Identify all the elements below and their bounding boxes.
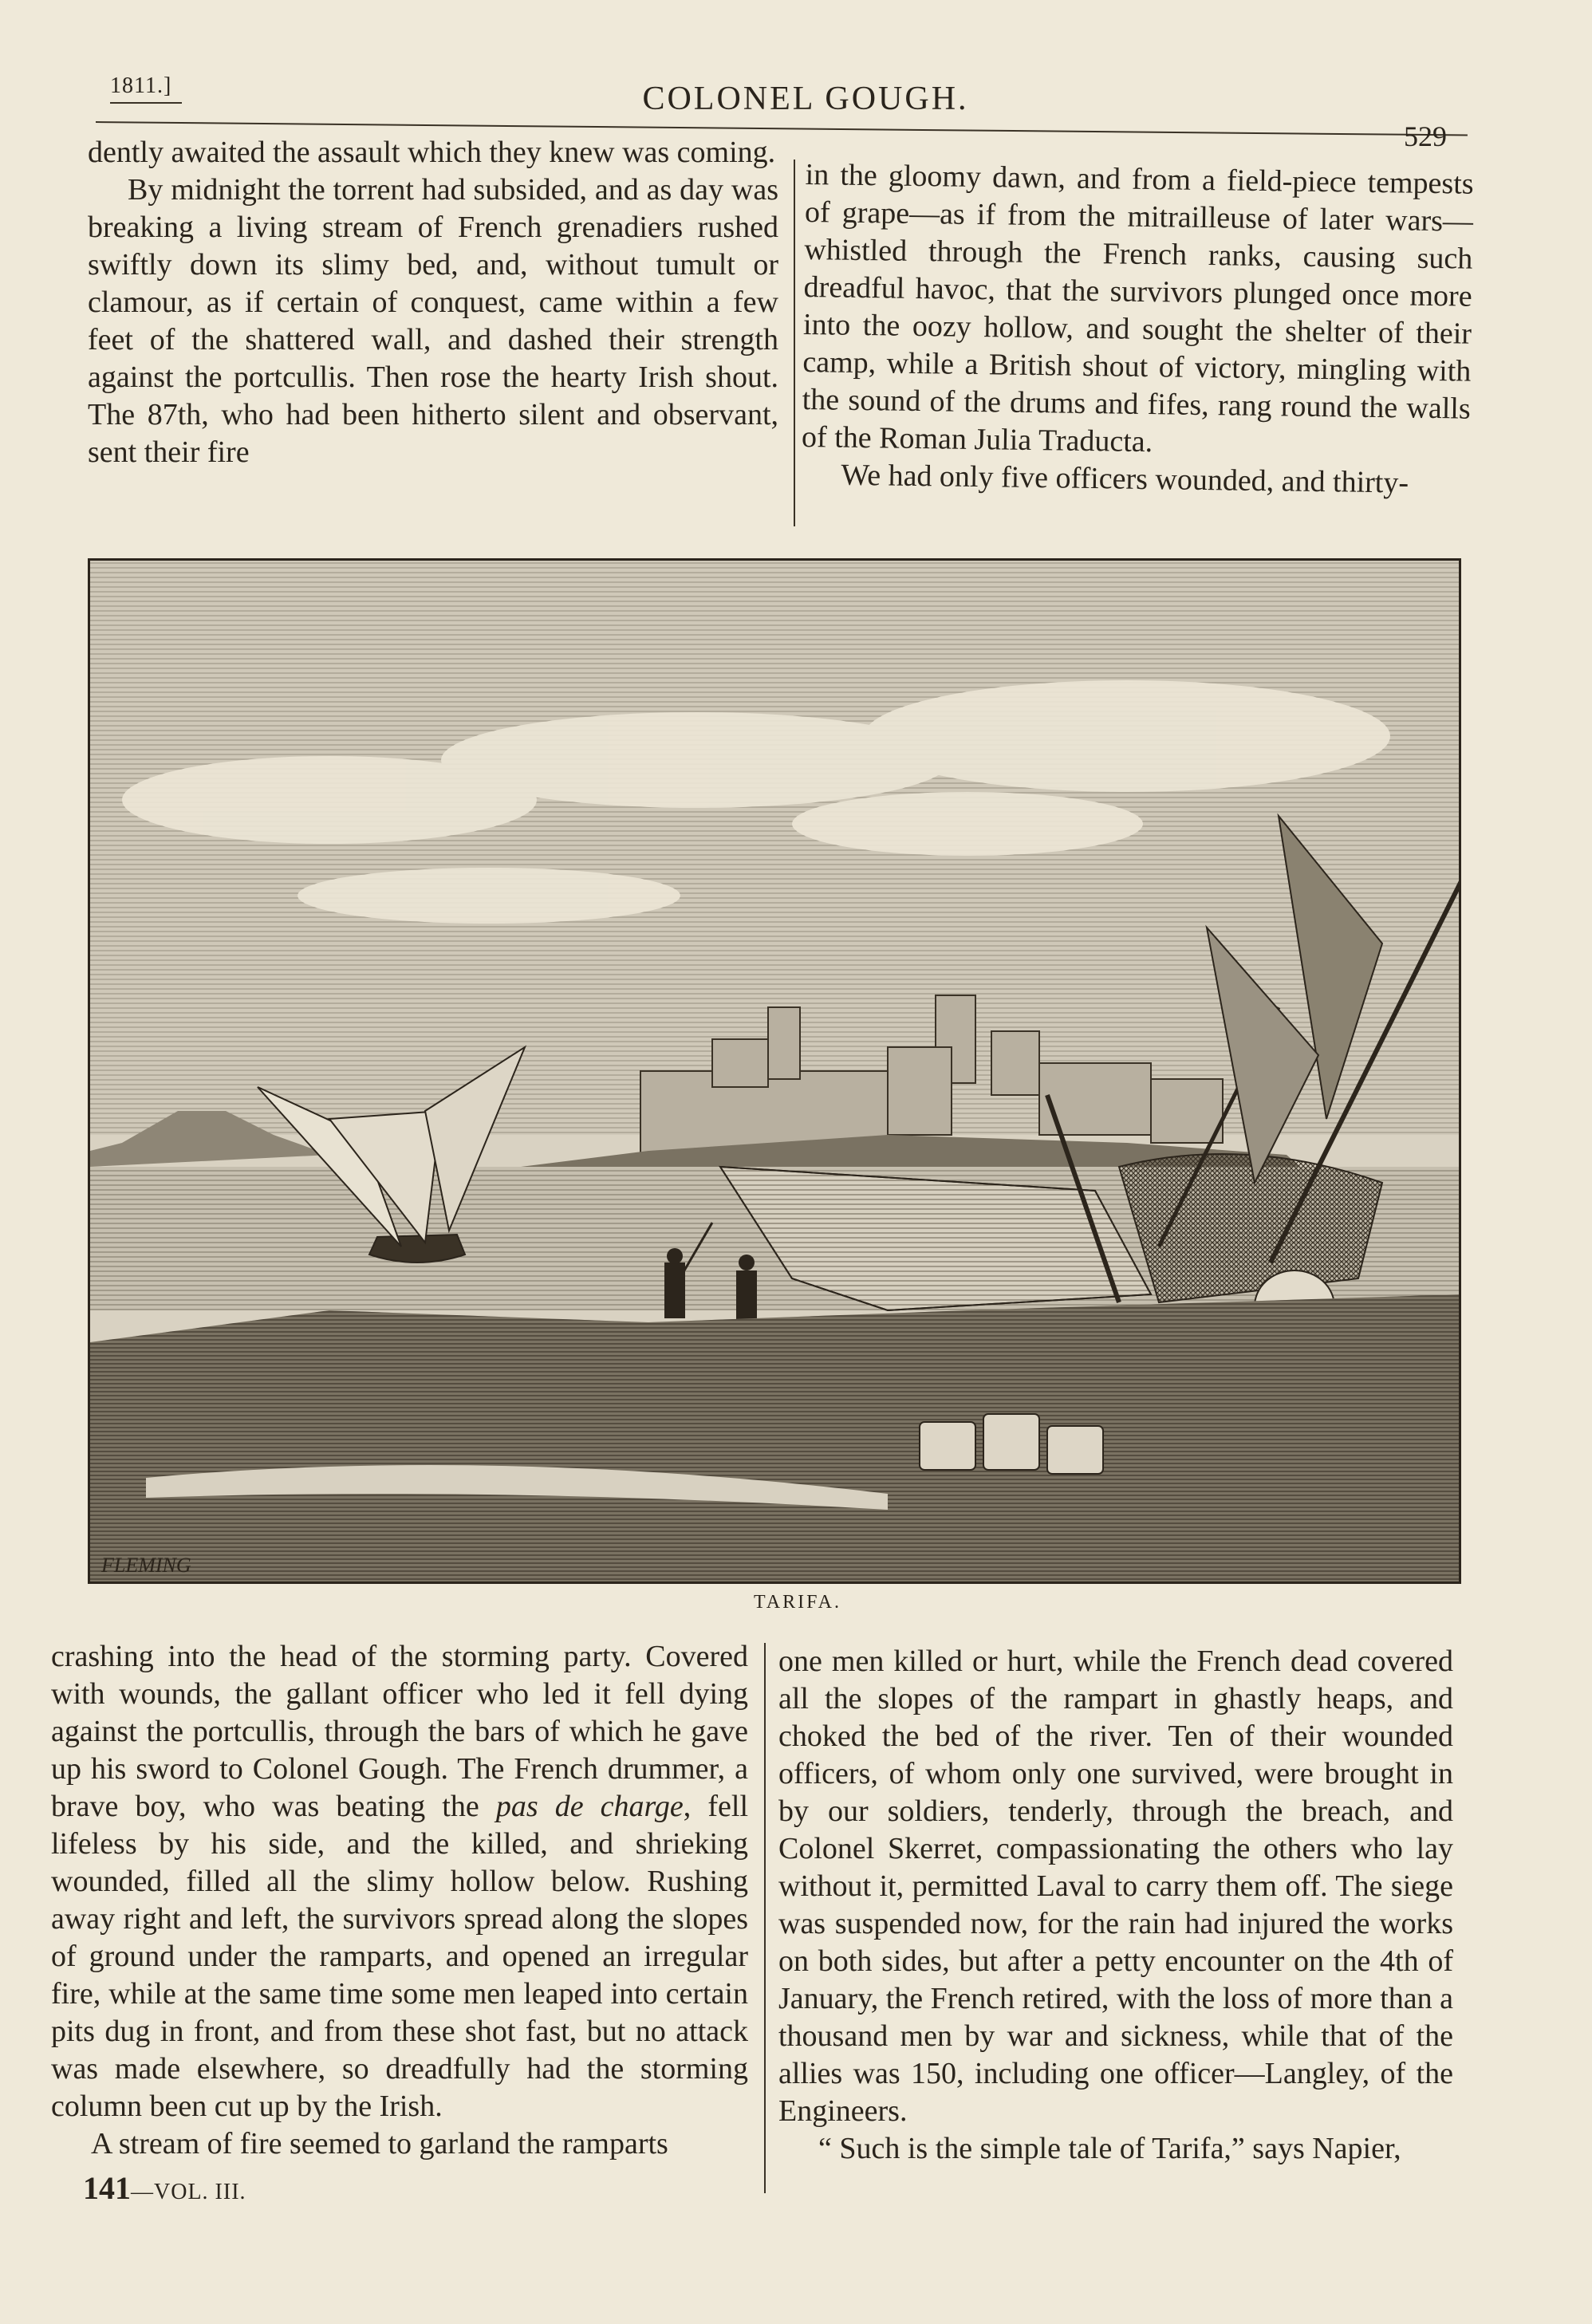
page-number: 529 [1404,120,1447,152]
column-divider [794,160,795,526]
engraving-illustration [90,561,1459,1582]
header-year-underline [110,102,182,104]
paragraph [51,1638,748,2125]
top-right-column [801,156,1474,503]
figure-caption: TARIFA. [754,1592,841,1613]
column-divider [764,1643,766,2193]
bottom-left-column [51,1638,748,2163]
paragraph: We had only five officers wounded, and thirty- [841,458,1409,500]
paragraph-text: , fell lifeless by his side, and the killed, and shrieking wounded, filled all the slimy hollow below. Rushing away right and left, the survivors spread along the slopes of ground under the ramparts, and opened an irregular fire, while at the same time some men leaped into certain pits dug in front, and from these shot fast, but no attack was made elsewhere, so dreadfully had the storming column been cut up by the Irish. [51,1790,749,2123]
tarifa-engraving [88,558,1461,1584]
paragraph: one men killed or hurt, while the French dead covered all the slopes of the rampart in ghastly heaps, and choked the bed of the river. Ten of their wounded officers, of whom only one survived, were brought in by our soldiers, tenderly, through the breach, and Colonel Skerret, compassionating the others who lay without it, permitted Laval to carry them off. The siege was suspended now, for the rain had injured the works on both sides, but after a petty encounter on the 4th of January, the French retired, with the loss of more than a thousand men by war and sickness, while that of the allies was 150, including one officer—Langley, of the Engineers. [778,1645,1453,2128]
bottom-right-column [778,1643,1453,2168]
top-left-column [88,134,778,471]
running-title: COLONEL GOUGH. [642,81,969,117]
signature-number: 141 [83,2170,131,2206]
artist-signature: FLEMING [101,1554,191,1577]
paragraph: “ Such is the simple tale of Tarifa,” says Napier, [818,2132,1401,2165]
paragraph: in the gloomy dawn, and from a field-piece tempests of grape—as if from the mitrailleuse of later wars—whistled through the French ranks, causing such dreadful havoc, that the survivors plunged once more into the oozy hollow, and sought the shelter of their camp, while a British shout of victory, mingling with the sound of the drums and fifes, rang round the walls of the Roman Julia Traducta. [801,157,1474,459]
paragraph: By midnight the torrent had subsided, and as day was breaking a living stream of French grenadiers rushed swiftly down its slimy bed, and, without tumult or clamour, as if certain of conquest, came within a few feet of the shattered wall, and dashed their strength against the portcullis. Then rose the hearty Irish shout. The 87th, who had been hitherto silent and observant, sent their fire [88,173,778,469]
paragraph: dently awaited the assault which they knew was coming. [88,136,776,169]
paragraph: A stream of fire seemed to garland the ramparts [91,2127,668,2161]
signature-volume: —VOL. III. [131,2180,246,2204]
italic-phrase: pas de charge [495,1790,684,1823]
header-year: 1811.] [110,73,172,98]
printer-signature [83,2169,246,2207]
paragraph-text: crashing into the head of the storming party. Covered with wounds, the gallant officer who led it fell dying against the portcullis, through the bars of which he gave up his sword to Colonel Gough. The French drummer, a brave boy, who was beating the [51,1640,748,1823]
